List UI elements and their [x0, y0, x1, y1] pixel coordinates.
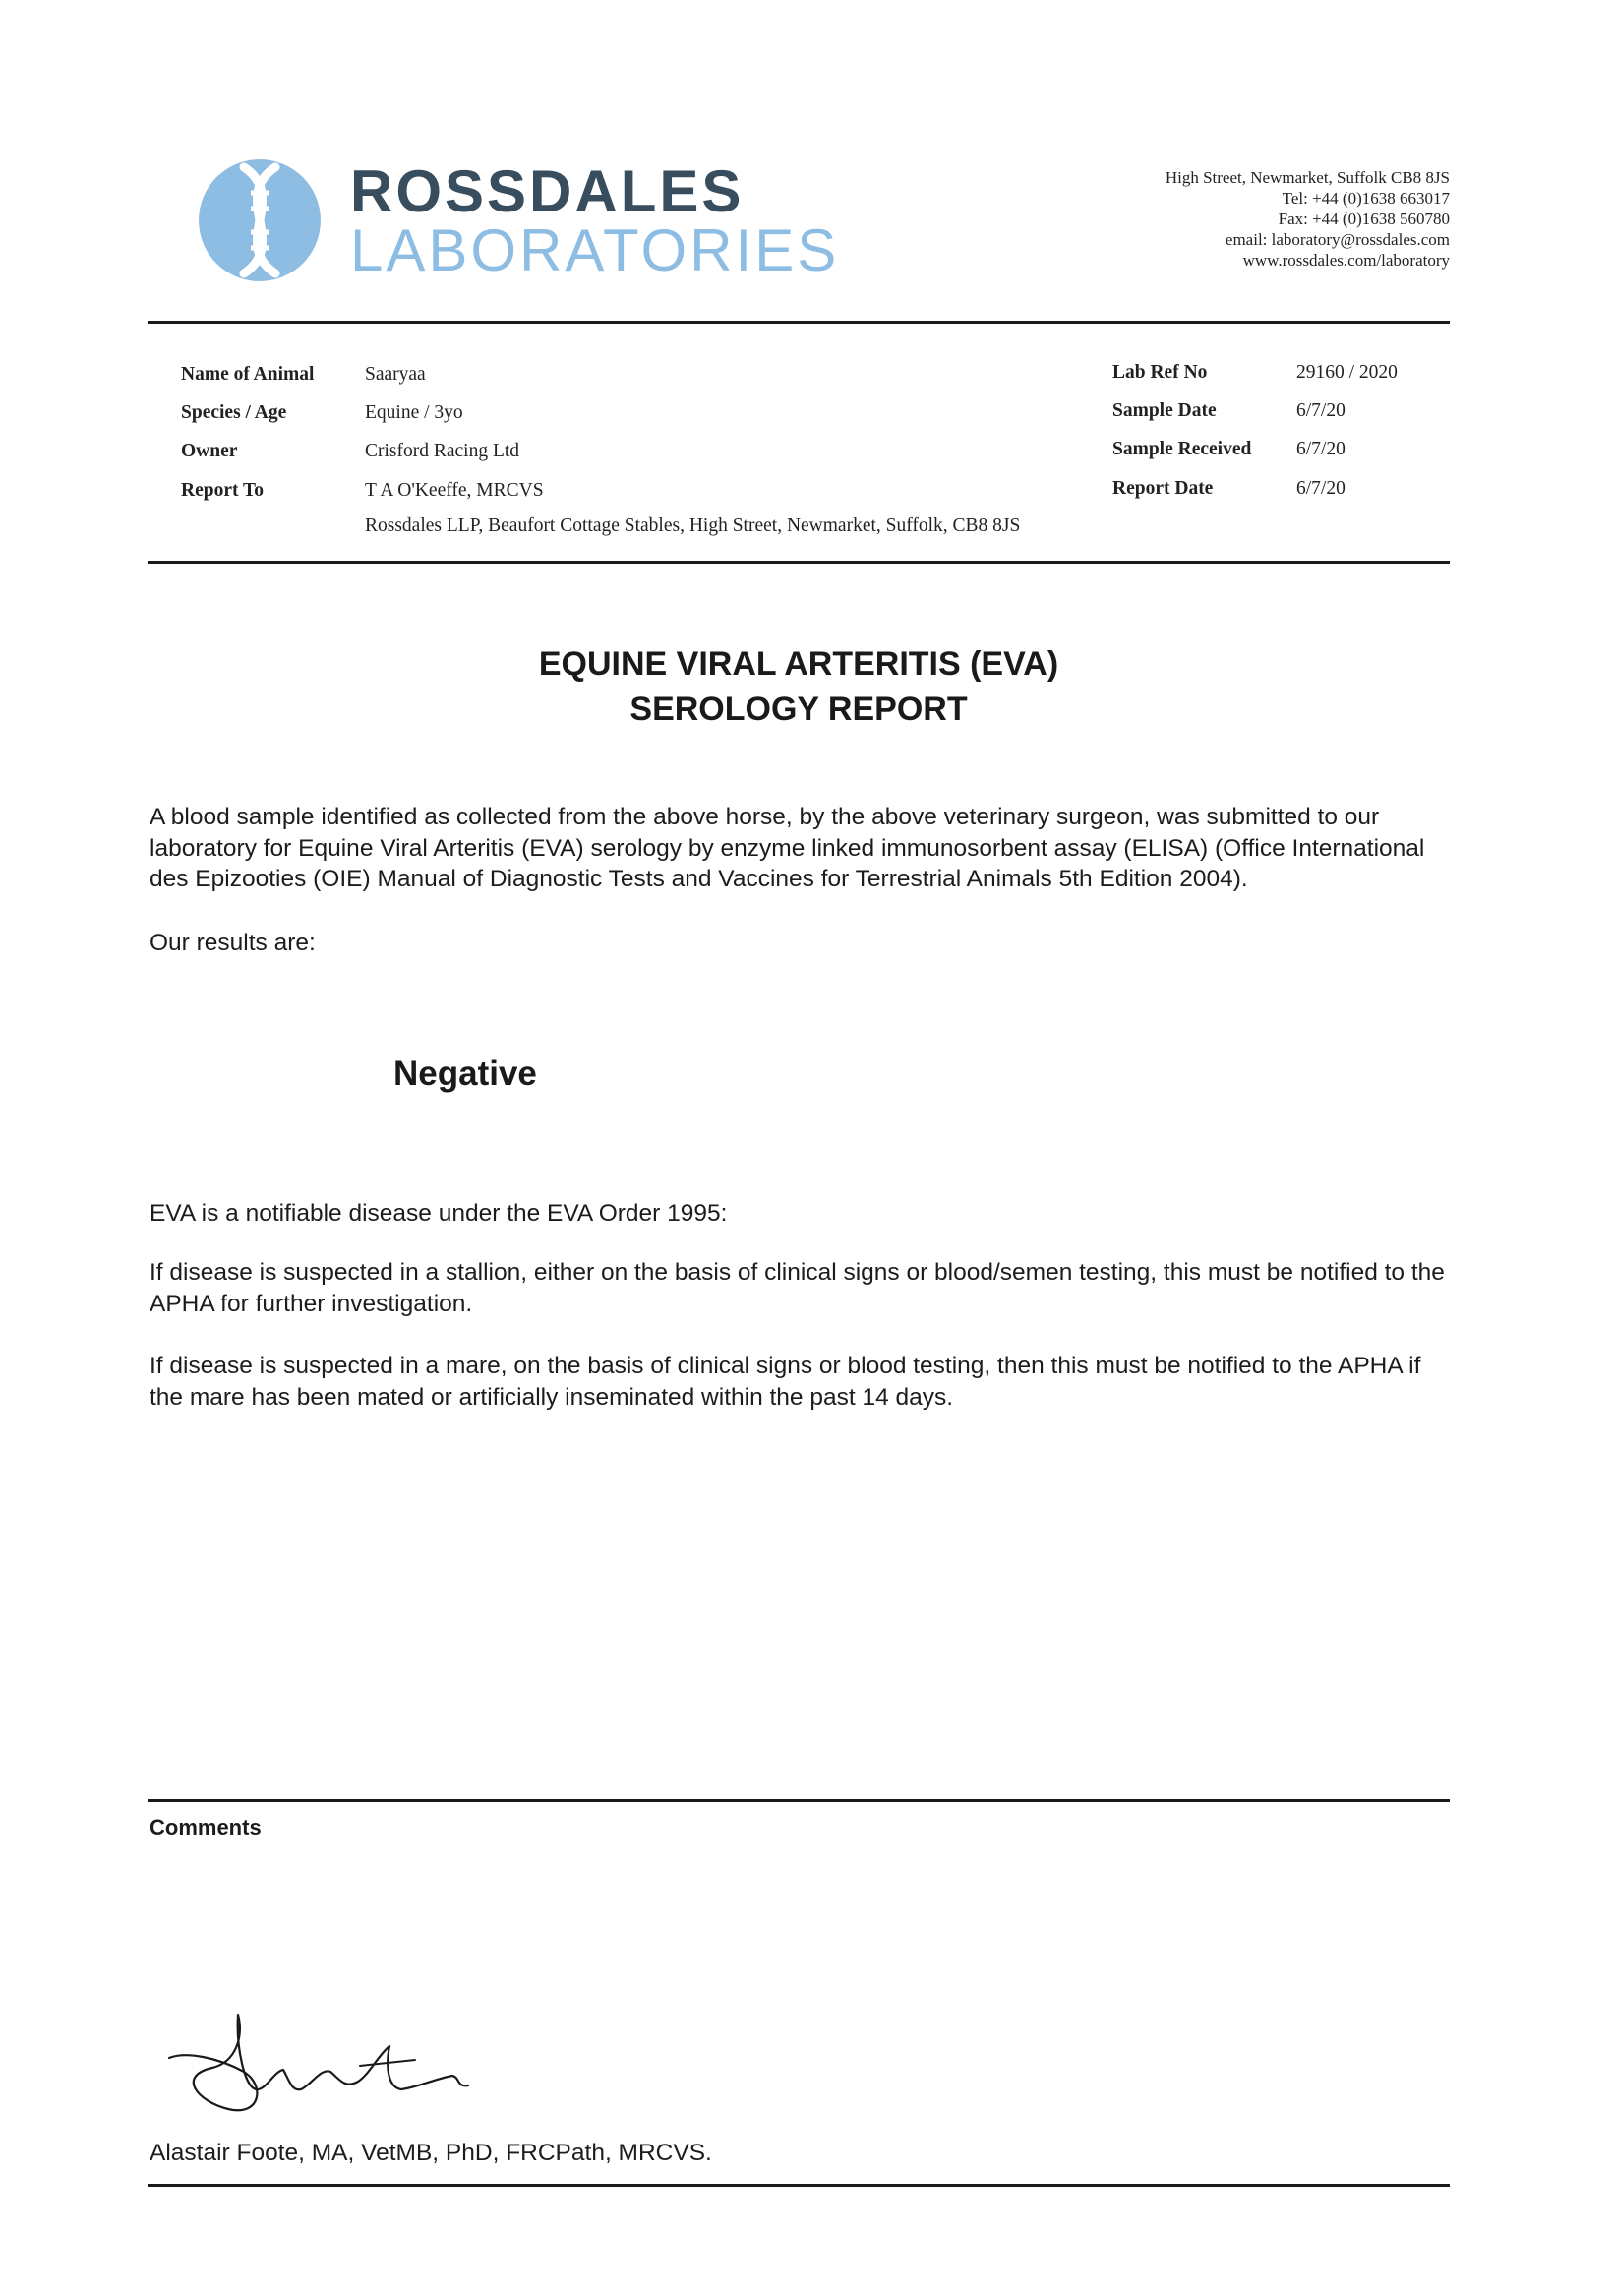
owner-label: Owner — [181, 441, 238, 461]
report-date-value: 6/7/20 — [1296, 478, 1346, 499]
signature-image — [157, 2007, 492, 2125]
stallion-note: If disease is suspected in a stallion, either on the basis of clinical signs or blood/semen testing, this must be notified to the APHA for further investigation. — [150, 1259, 1445, 1317]
report-to-address: Rossdales LLP, Beaufort Cottage Stables, High Street, Newmarket, Suffolk, CB8 8JS — [365, 515, 1021, 536]
animal-name-value: Saaryaa — [365, 364, 426, 385]
intro-paragraph: A blood sample identified as collected from the above horse, by the above veterinary surgeon, was submitted to our laboratory for Equine Viral Arteritis (EVA) serology by enzyme linked immunosorbent assay (ELISA) (Office International des Epizooties (OIE) Manual of Diagnostic Tests and Vaccines for Terrestrial Animals 5th Edition 2004). — [150, 804, 1425, 892]
test-result: Negative — [393, 1055, 537, 1093]
sample-received-value: 6/7/20 — [1296, 439, 1346, 459]
report-title-line1: EQUINE VIRAL ARTERITIS (EVA) — [538, 645, 1059, 683]
species-age-value: Equine / 3yo — [365, 402, 463, 423]
contact-address: High Street, Newmarket, Suffolk CB8 8JS — [1165, 168, 1450, 187]
sample-date-label: Sample Date — [1112, 400, 1217, 421]
lab-ref-label: Lab Ref No — [1112, 362, 1208, 383]
sample-date-value: 6/7/20 — [1296, 400, 1346, 421]
lab-ref-value: 29160 / 2020 — [1296, 362, 1398, 383]
species-age-label: Species / Age — [181, 402, 287, 423]
owner-value: Crisford Racing Ltd — [365, 441, 520, 461]
brand-name-line2: LABORATORIES — [350, 217, 840, 283]
contact-website: www.rossdales.com/laboratory — [1242, 251, 1450, 270]
header-divider — [148, 321, 1450, 324]
comments-divider — [148, 1799, 1450, 1802]
report-date-label: Report Date — [1112, 478, 1214, 499]
report-title-line2: SEROLOGY REPORT — [629, 691, 968, 728]
notifiable-statement: EVA is a notifiable disease under the EVA Order 1995: — [150, 1200, 728, 1227]
report-title — [0, 641, 1597, 732]
contact-block — [1166, 167, 1450, 271]
contact-tel: Tel: +44 (0)1638 663017 — [1282, 189, 1450, 208]
comments-label: Comments — [150, 1815, 262, 1840]
dna-helix-icon — [197, 157, 323, 283]
contact-email: email: laboratory@rossdales.com — [1225, 230, 1450, 249]
report-to-value: T A O'Keeffe, MRCVS — [365, 480, 544, 501]
contact-fax: Fax: +44 (0)1638 560780 — [1278, 210, 1450, 228]
sample-received-label: Sample Received — [1112, 439, 1252, 459]
signatory-name: Alastair Foote, MA, VetMB, PhD, FRCPath, MRCVS. — [150, 2140, 712, 2166]
brand-name-line1: ROSSDALES — [350, 158, 745, 224]
info-divider — [148, 561, 1450, 564]
animal-name-label: Name of Animal — [181, 364, 315, 385]
mare-note: If disease is suspected in a mare, on the basis of clinical signs or blood testing, then this must be notified to the APHA if the mare has been mated or artificially inseminated within the past 14 days. — [150, 1353, 1421, 1411]
footer-divider — [148, 2184, 1450, 2187]
report-to-label: Report To — [181, 480, 264, 501]
results-lead: Our results are: — [150, 930, 316, 956]
